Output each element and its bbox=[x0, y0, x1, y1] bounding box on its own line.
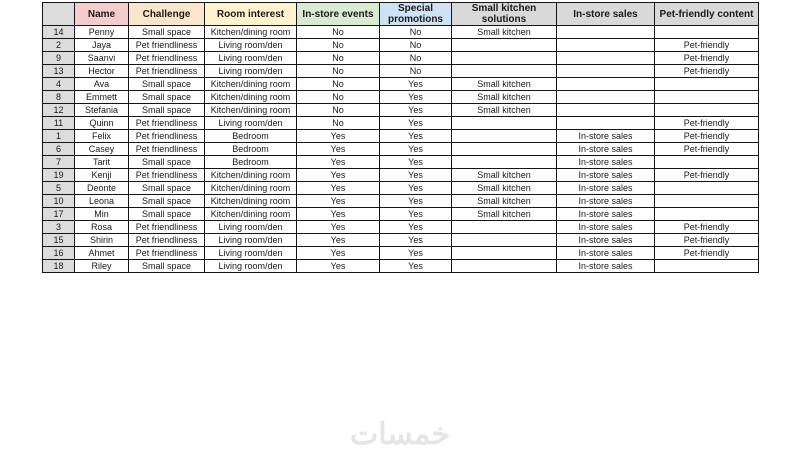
data-cell[interactable]: Pet friendliness bbox=[129, 143, 205, 156]
data-cell[interactable]: Pet-friendly bbox=[655, 52, 759, 65]
row-number-cell[interactable]: 11 bbox=[43, 117, 75, 130]
col-header-name[interactable]: Name bbox=[75, 3, 129, 26]
table-row bbox=[43, 208, 759, 221]
col-header-row-number[interactable] bbox=[43, 3, 75, 26]
data-cell[interactable]: In-store sales bbox=[557, 143, 655, 156]
data-cell[interactable]: In-store sales bbox=[557, 195, 655, 208]
data-cell[interactable]: Pet friendliness bbox=[129, 221, 205, 234]
row-number-cell[interactable]: 4 bbox=[43, 78, 75, 91]
data-cell[interactable]: Living room/den bbox=[205, 247, 297, 260]
data-cell[interactable]: In-store sales bbox=[557, 130, 655, 143]
data-cell[interactable]: In-store sales bbox=[557, 182, 655, 195]
data-cell[interactable]: Yes bbox=[380, 104, 452, 117]
data-cell[interactable]: Small kitchen bbox=[452, 182, 557, 195]
data-cell[interactable]: Yes bbox=[297, 182, 380, 195]
data-cell[interactable] bbox=[557, 52, 655, 65]
data-cell[interactable]: No bbox=[380, 52, 452, 65]
data-cell[interactable] bbox=[557, 65, 655, 78]
data-cell[interactable] bbox=[655, 208, 759, 221]
table-row bbox=[43, 91, 759, 104]
data-cell[interactable] bbox=[557, 78, 655, 91]
data-cell[interactable]: Yes bbox=[380, 78, 452, 91]
table-row bbox=[43, 26, 759, 39]
table-row bbox=[43, 78, 759, 91]
data-cell[interactable]: Yes bbox=[297, 208, 380, 221]
data-cell[interactable]: Pet-friendly bbox=[655, 234, 759, 247]
data-cell[interactable]: Shirin bbox=[75, 234, 129, 247]
data-cell[interactable]: Yes bbox=[380, 260, 452, 273]
row-number-cell[interactable]: 8 bbox=[43, 91, 75, 104]
data-cell[interactable]: No bbox=[297, 104, 380, 117]
data-cell[interactable] bbox=[557, 91, 655, 104]
data-cell[interactable]: Yes bbox=[380, 221, 452, 234]
data-cell[interactable]: Small space bbox=[129, 78, 205, 91]
data-cell[interactable]: No bbox=[297, 117, 380, 130]
table-row bbox=[43, 65, 759, 78]
data-cell[interactable]: In-store sales bbox=[557, 156, 655, 169]
data-cell[interactable]: Yes bbox=[380, 182, 452, 195]
row-number-cell[interactable]: 2 bbox=[43, 39, 75, 52]
data-cell[interactable] bbox=[452, 260, 557, 273]
table-row bbox=[43, 221, 759, 234]
data-cell[interactable]: Pet friendliness bbox=[129, 234, 205, 247]
table-row bbox=[43, 117, 759, 130]
data-cell[interactable]: Small kitchen bbox=[452, 169, 557, 182]
data-cell[interactable]: Pet-friendly bbox=[655, 117, 759, 130]
table-row bbox=[43, 195, 759, 208]
data-cell[interactable]: Riley bbox=[75, 260, 129, 273]
data-cell[interactable]: Pet friendliness bbox=[129, 117, 205, 130]
data-cell[interactable]: Yes bbox=[297, 247, 380, 260]
row-number-cell[interactable]: 5 bbox=[43, 182, 75, 195]
data-cell[interactable] bbox=[452, 234, 557, 247]
data-cell[interactable]: Small space bbox=[129, 182, 205, 195]
data-cell[interactable] bbox=[452, 39, 557, 52]
data-cell[interactable]: Yes bbox=[380, 169, 452, 182]
data-cell[interactable]: No bbox=[297, 52, 380, 65]
data-cell[interactable]: Yes bbox=[297, 169, 380, 182]
data-cell[interactable]: Yes bbox=[380, 208, 452, 221]
data-cell[interactable]: Small kitchen bbox=[452, 91, 557, 104]
data-cell[interactable]: No bbox=[380, 65, 452, 78]
data-cell[interactable]: Emmett bbox=[75, 91, 129, 104]
table-row bbox=[43, 156, 759, 169]
data-cell[interactable]: Pet-friendly bbox=[655, 143, 759, 156]
data-cell[interactable]: Living room/den bbox=[205, 221, 297, 234]
data-cell[interactable] bbox=[452, 156, 557, 169]
spreadsheet-table-container bbox=[42, 2, 759, 273]
table-row bbox=[43, 247, 759, 260]
data-cell[interactable]: In-store sales bbox=[557, 221, 655, 234]
row-number-cell[interactable]: 19 bbox=[43, 169, 75, 182]
data-cell[interactable]: Bedroom bbox=[205, 130, 297, 143]
data-cell[interactable]: Yes bbox=[297, 195, 380, 208]
data-cell[interactable]: Small kitchen bbox=[452, 78, 557, 91]
data-cell[interactable]: No bbox=[297, 39, 380, 52]
data-cell[interactable]: No bbox=[297, 26, 380, 39]
data-cell[interactable]: In-store sales bbox=[557, 208, 655, 221]
data-cell[interactable]: Kenji bbox=[75, 169, 129, 182]
data-cell[interactable]: In-store sales bbox=[557, 169, 655, 182]
data-cell[interactable]: Kitchen/dining room bbox=[205, 195, 297, 208]
table-row bbox=[43, 130, 759, 143]
data-cell[interactable]: No bbox=[297, 78, 380, 91]
data-cell[interactable]: Felix bbox=[75, 130, 129, 143]
data-cell[interactable]: Yes bbox=[297, 130, 380, 143]
data-cell[interactable]: Yes bbox=[380, 91, 452, 104]
row-number-cell[interactable]: 15 bbox=[43, 234, 75, 247]
data-cell[interactable] bbox=[557, 26, 655, 39]
data-cell[interactable]: Yes bbox=[380, 130, 452, 143]
data-cell[interactable]: Small kitchen bbox=[452, 26, 557, 39]
data-cell[interactable]: Small space bbox=[129, 156, 205, 169]
data-cell[interactable]: Pet friendliness bbox=[129, 130, 205, 143]
data-cell[interactable]: Pet-friendly bbox=[655, 221, 759, 234]
table-row bbox=[43, 182, 759, 195]
data-cell[interactable]: Small space bbox=[129, 208, 205, 221]
data-cell[interactable]: Pet friendliness bbox=[129, 39, 205, 52]
data-cell[interactable] bbox=[655, 78, 759, 91]
data-cell[interactable]: Yes bbox=[297, 156, 380, 169]
data-cell[interactable]: Living room/den bbox=[205, 117, 297, 130]
data-cell[interactable]: Bedroom bbox=[205, 143, 297, 156]
data-cell[interactable]: Penny bbox=[75, 26, 129, 39]
col-header-room-interest[interactable]: Room interest bbox=[205, 3, 297, 26]
data-cell[interactable]: Yes bbox=[297, 143, 380, 156]
data-cell[interactable]: Kitchen/dining room bbox=[205, 78, 297, 91]
data-cell[interactable] bbox=[655, 182, 759, 195]
data-cell[interactable]: Yes bbox=[380, 117, 452, 130]
data-cell[interactable]: Living room/den bbox=[205, 52, 297, 65]
data-cell[interactable]: Yes bbox=[297, 260, 380, 273]
data-cell[interactable]: Kitchen/dining room bbox=[205, 169, 297, 182]
data-cell[interactable]: Kitchen/dining room bbox=[205, 91, 297, 104]
data-cell[interactable] bbox=[655, 156, 759, 169]
data-cell[interactable] bbox=[452, 130, 557, 143]
data-cell[interactable]: In-store sales bbox=[557, 260, 655, 273]
table-row bbox=[43, 104, 759, 117]
data-cell[interactable]: Jaya bbox=[75, 39, 129, 52]
data-cell[interactable] bbox=[452, 65, 557, 78]
data-cell[interactable]: Pet-friendly bbox=[655, 247, 759, 260]
row-number-cell[interactable]: 13 bbox=[43, 65, 75, 78]
data-cell[interactable]: Hector bbox=[75, 65, 129, 78]
col-header-challenge[interactable]: Challenge bbox=[129, 3, 205, 26]
data-cell[interactable] bbox=[557, 104, 655, 117]
data-cell[interactable]: Small kitchen bbox=[452, 104, 557, 117]
col-header-in-store-events[interactable]: In-store events bbox=[297, 3, 380, 26]
row-number-cell[interactable]: 12 bbox=[43, 104, 75, 117]
data-cell[interactable]: Pet friendliness bbox=[129, 247, 205, 260]
data-cell[interactable]: Kitchen/dining room bbox=[205, 26, 297, 39]
data-cell[interactable] bbox=[557, 117, 655, 130]
data-cell[interactable]: Ahmet bbox=[75, 247, 129, 260]
data-cell[interactable]: Yes bbox=[380, 143, 452, 156]
customer-segments-table bbox=[42, 2, 759, 273]
row-number-cell[interactable]: 6 bbox=[43, 143, 75, 156]
data-cell[interactable]: Min bbox=[75, 208, 129, 221]
col-header-in-store-sales[interactable]: In-store sales bbox=[557, 3, 655, 26]
data-cell[interactable] bbox=[655, 26, 759, 39]
row-number-cell[interactable]: 3 bbox=[43, 221, 75, 234]
data-cell[interactable]: Pet friendliness bbox=[129, 169, 205, 182]
data-cell[interactable]: No bbox=[380, 39, 452, 52]
table-row bbox=[43, 260, 759, 273]
data-cell[interactable]: In-store sales bbox=[557, 234, 655, 247]
data-cell[interactable] bbox=[655, 195, 759, 208]
data-cell[interactable]: Casey bbox=[75, 143, 129, 156]
data-cell[interactable]: Deonte bbox=[75, 182, 129, 195]
data-cell[interactable]: Small space bbox=[129, 260, 205, 273]
data-cell[interactable] bbox=[452, 247, 557, 260]
data-cell[interactable] bbox=[655, 260, 759, 273]
table-row bbox=[43, 143, 759, 156]
data-cell[interactable]: Small kitchen bbox=[452, 195, 557, 208]
data-cell[interactable]: Small space bbox=[129, 91, 205, 104]
data-cell[interactable]: Pet friendliness bbox=[129, 65, 205, 78]
data-cell[interactable]: Ava bbox=[75, 78, 129, 91]
data-cell[interactable] bbox=[655, 104, 759, 117]
data-cell[interactable]: Yes bbox=[380, 195, 452, 208]
data-cell[interactable]: Living room/den bbox=[205, 234, 297, 247]
data-cell[interactable] bbox=[452, 52, 557, 65]
data-cell[interactable]: Saanvi bbox=[75, 52, 129, 65]
data-cell[interactable]: Living room/den bbox=[205, 39, 297, 52]
data-cell[interactable]: No bbox=[297, 65, 380, 78]
table-body bbox=[43, 26, 759, 273]
row-number-cell[interactable]: 9 bbox=[43, 52, 75, 65]
data-cell[interactable]: Pet-friendly bbox=[655, 65, 759, 78]
data-cell[interactable]: Tarit bbox=[75, 156, 129, 169]
data-cell[interactable] bbox=[557, 39, 655, 52]
data-cell[interactable]: Bedroom bbox=[205, 156, 297, 169]
data-cell[interactable] bbox=[452, 221, 557, 234]
data-cell[interactable]: Pet-friendly bbox=[655, 130, 759, 143]
data-cell[interactable]: Yes bbox=[297, 234, 380, 247]
table-row bbox=[43, 169, 759, 182]
col-header-small-kitchen-solutions[interactable]: Small kitchen solutions bbox=[452, 3, 557, 26]
data-cell[interactable]: Yes bbox=[297, 221, 380, 234]
data-cell[interactable]: Living room/den bbox=[205, 65, 297, 78]
data-cell[interactable]: Yes bbox=[380, 247, 452, 260]
row-number-cell[interactable]: 17 bbox=[43, 208, 75, 221]
data-cell[interactable]: Quinn bbox=[75, 117, 129, 130]
data-cell[interactable]: Pet friendliness bbox=[129, 52, 205, 65]
data-cell[interactable]: Kitchen/dining room bbox=[205, 104, 297, 117]
data-cell[interactable]: Leona bbox=[75, 195, 129, 208]
table-row bbox=[43, 234, 759, 247]
data-cell[interactable]: Rosa bbox=[75, 221, 129, 234]
col-header-special-promotions[interactable]: Special promotions bbox=[380, 3, 452, 26]
row-number-cell[interactable]: 10 bbox=[43, 195, 75, 208]
row-number-cell[interactable]: 1 bbox=[43, 130, 75, 143]
data-cell[interactable] bbox=[452, 117, 557, 130]
data-cell[interactable]: Small kitchen bbox=[452, 208, 557, 221]
data-cell[interactable]: No bbox=[297, 91, 380, 104]
data-cell[interactable]: Small space bbox=[129, 104, 205, 117]
data-cell[interactable]: No bbox=[380, 26, 452, 39]
data-cell[interactable]: Kitchen/dining room bbox=[205, 208, 297, 221]
row-number-cell[interactable]: 7 bbox=[43, 156, 75, 169]
table-row bbox=[43, 39, 759, 52]
data-cell[interactable]: Pet-friendly bbox=[655, 169, 759, 182]
row-number-cell[interactable]: 16 bbox=[43, 247, 75, 260]
data-cell[interactable]: Small space bbox=[129, 195, 205, 208]
data-cell[interactable]: Stefania bbox=[75, 104, 129, 117]
header-row bbox=[43, 3, 759, 26]
data-cell[interactable]: Yes bbox=[380, 234, 452, 247]
watermark-text: خمسات bbox=[349, 418, 451, 451]
data-cell[interactable]: Living room/den bbox=[205, 260, 297, 273]
data-cell[interactable]: In-store sales bbox=[557, 247, 655, 260]
data-cell[interactable]: Pet-friendly bbox=[655, 39, 759, 52]
data-cell[interactable] bbox=[655, 91, 759, 104]
data-cell[interactable] bbox=[452, 143, 557, 156]
data-cell[interactable]: Yes bbox=[380, 156, 452, 169]
col-header-pet-friendly-content[interactable]: Pet-friendly content bbox=[655, 3, 759, 26]
data-cell[interactable]: Small space bbox=[129, 26, 205, 39]
row-number-cell[interactable]: 18 bbox=[43, 260, 75, 273]
table-row bbox=[43, 52, 759, 65]
row-number-cell[interactable]: 14 bbox=[43, 26, 75, 39]
data-cell[interactable]: Kitchen/dining room bbox=[205, 182, 297, 195]
